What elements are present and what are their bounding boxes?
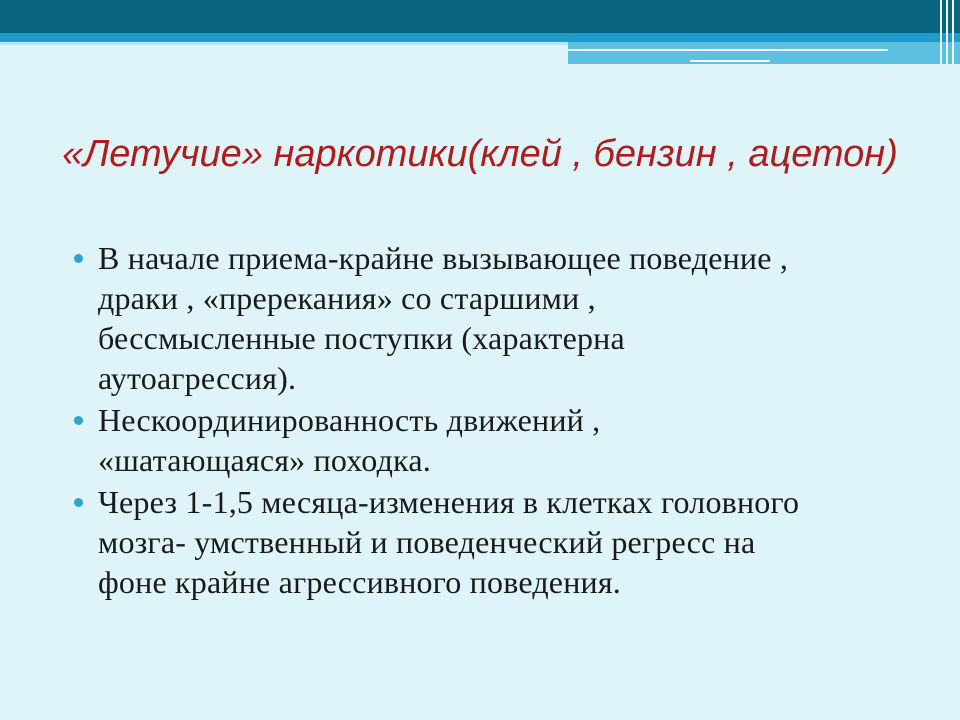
header-band-dark	[0, 0, 960, 33]
bullet-dot-icon	[74, 254, 83, 263]
bullet-text: Через 1-1,5 месяца-изменения в клетках головного мозга- умственный и поведенческий регресс на фоне крайне агрессивного поведения.	[98, 484, 800, 600]
bullet-dot-icon	[74, 498, 83, 507]
bullet-list	[72, 238, 812, 604]
bullet-text: Нескоординированность движений , «шатающаяся» походка.	[98, 402, 601, 478]
bullet-text: В начале приема-крайне вызывающее поведение , драки , «пререкания» со старшими , бессмысленные поступки (характерна аутоагрессия).	[98, 240, 789, 396]
edge-line	[952, 0, 954, 64]
edge-line	[946, 0, 948, 64]
edge-line	[940, 0, 942, 64]
list-item	[72, 400, 812, 480]
header-accent-line	[690, 60, 770, 62]
header-band-blue	[0, 33, 960, 42]
bullet-dot-icon	[74, 416, 83, 425]
list-item	[72, 238, 812, 398]
slide-title: «Летучие» наркотики(клей , бензин , ацетон)	[62, 133, 898, 175]
list-item	[72, 482, 812, 602]
header-edge-lines	[932, 0, 960, 64]
header-accent-line	[568, 49, 888, 51]
